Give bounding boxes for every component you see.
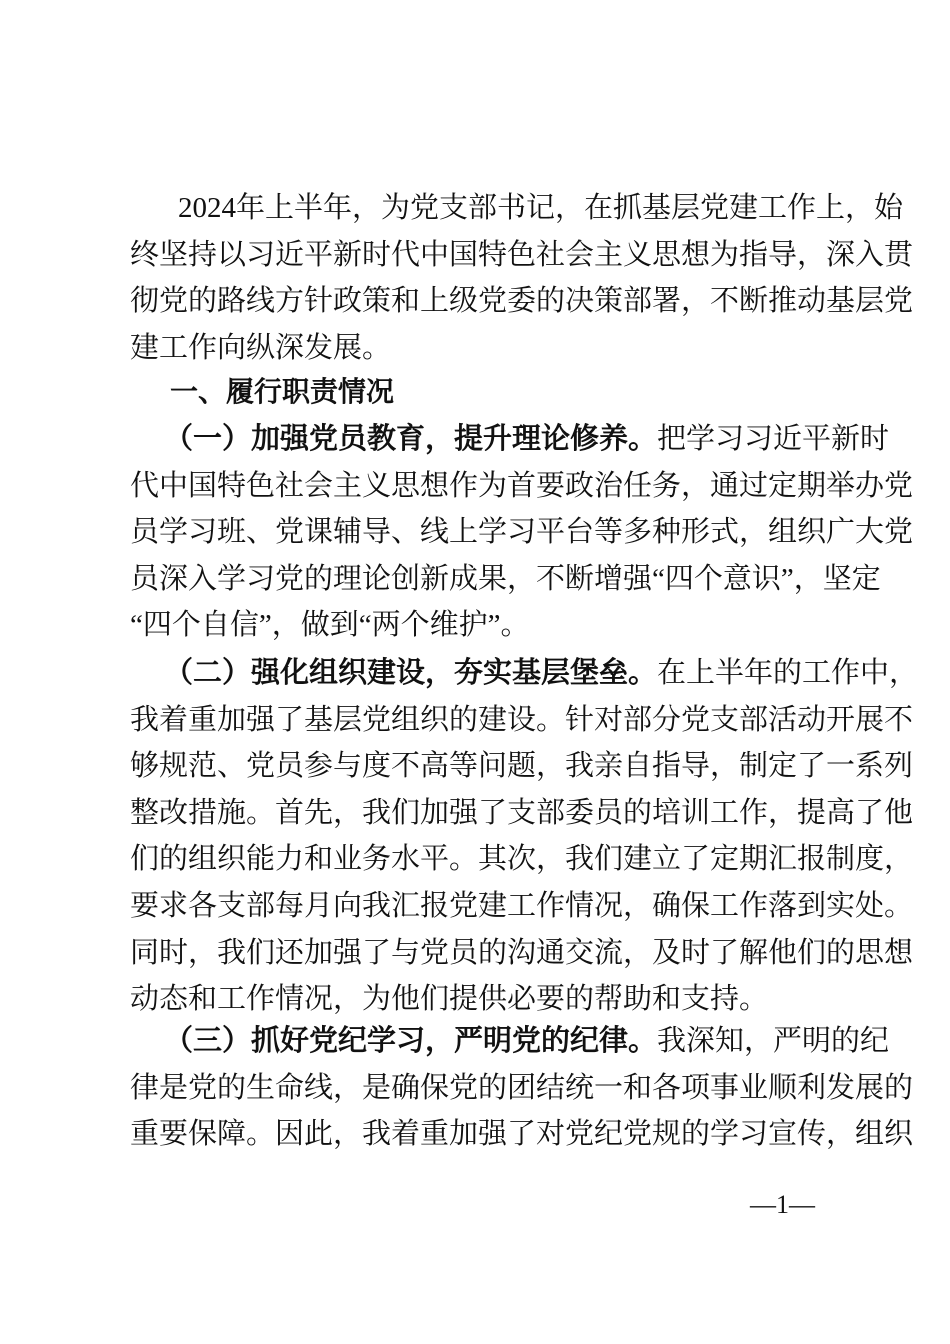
text-line: 同时，我们还加强了与党员的沟通交流，及时了解他们的思想 (130, 936, 914, 969)
text-line (130, 1018, 890, 1065)
section-1-paragraph (130, 416, 914, 649)
text-span: 我深知，严明的纪 (657, 1025, 890, 1057)
text-line: 够规范、党员参与度不高等问题，我亲自指导，制定了一系列 (130, 750, 914, 783)
text-line: 代中国特色社会主义思想作为首要政治任务，通过定期举办党 (130, 469, 914, 502)
text-line: 动态和工作情况，为他们提供必要的帮助和支持。 (130, 983, 769, 1016)
text-line (130, 650, 919, 697)
text-line: 整改措施。首先，我们加强了支部委员的培训工作，提高了他 (130, 796, 914, 829)
intro-paragraph (130, 185, 914, 371)
text-line: 们的组织能力和业务水平。其次，我们建立了定期汇报制度， (130, 843, 914, 876)
text-line: 重要保障。因此，我着重加强了对党纪党规的学习宣传，组织 (130, 1118, 914, 1151)
text-line: 彻党的路线方针政策和上级党委的决策部署，不断推动基层党 (130, 285, 914, 318)
text-line (130, 416, 890, 463)
text-line: 要求各支部每月向我汇报党建工作情况，确保工作落到实处。 (130, 889, 914, 922)
text-span: 在上半年的工作中， (657, 657, 919, 689)
section-lead: （二）强化组织建设，夯实基层堡垒。 (164, 657, 658, 689)
text-line: 员学习班、党课辅导、线上学习平台等多种形式，组织广大党 (130, 516, 914, 549)
text-line: 终坚持以习近平新时代中国特色社会主义思想为指导，深入贯 (130, 238, 914, 271)
page-number: —1— (750, 1190, 815, 1219)
text-line: 建工作向纵深发展。 (130, 331, 392, 364)
section-lead: （一）加强党员教育，提升理论修养。 (164, 423, 658, 455)
text-line: 员深入学习党的理论创新成果，不断增强“四个意识”，坚定 (130, 562, 881, 595)
text-line: 律是党的生命线，是确保党的团结统一和各项事业顺利发展的 (130, 1071, 914, 1104)
section-heading-block (130, 369, 830, 416)
section-2-paragraph (130, 650, 919, 1023)
section-lead: （三）抓好党纪学习，严明党的纪律。 (164, 1025, 658, 1057)
text-line: 2024年上半年，为党支部书记，在抓基层党建工作上，始 (178, 192, 904, 224)
text-span: 把学习习近平新时 (657, 423, 890, 455)
section-3-paragraph (130, 1018, 914, 1158)
text-line: “四个自信”，做到“两个维护”。 (130, 609, 530, 642)
section-heading: 一、履行职责情况 (170, 375, 395, 408)
text-line: 我着重加强了基层党组织的建设。针对部分党支部活动开展不 (130, 703, 914, 736)
